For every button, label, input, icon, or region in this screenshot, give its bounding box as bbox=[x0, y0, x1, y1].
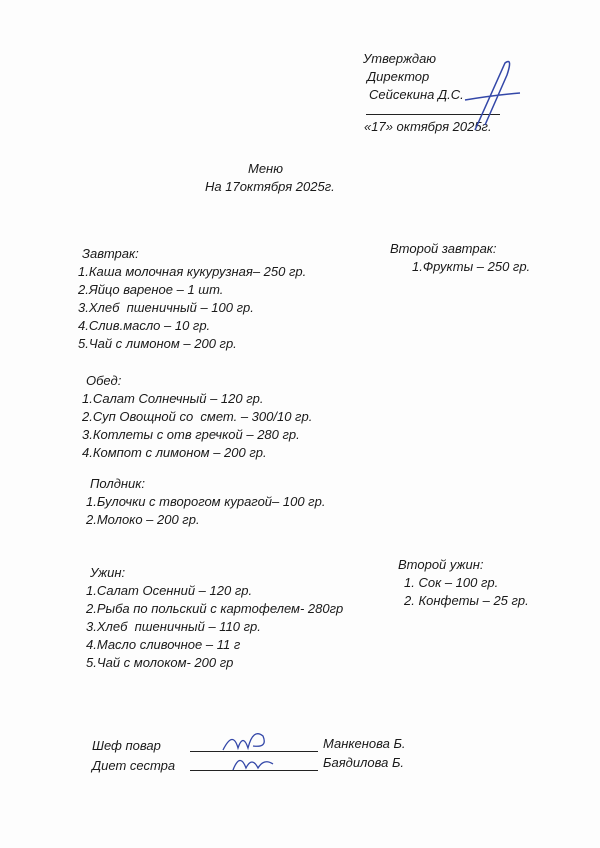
dinner-heading: Ужин: bbox=[90, 565, 126, 580]
list-item: 3.Котлеты с отв гречкой – 280 гр. bbox=[82, 427, 300, 442]
subtitle: На 17октября 2025г. bbox=[205, 179, 335, 194]
list-item: 5.Чай с лимоном – 200 гр. bbox=[78, 336, 237, 351]
approval-position: Директор bbox=[367, 69, 430, 84]
approval-date: «17» октября 2025г. bbox=[364, 119, 492, 134]
list-item: 2. Конфеты – 25 гр. bbox=[404, 593, 529, 608]
dinner-section bbox=[86, 564, 344, 672]
list-item: 1.Салат Солнечный – 120 гр. bbox=[82, 391, 264, 406]
list-item: 1.Салат Осенний – 120 гр. bbox=[86, 583, 253, 598]
list-item: 4.Масло сливочное – 11 г bbox=[86, 637, 241, 652]
chef-name: Манкенова Б. bbox=[323, 736, 406, 751]
lunch-heading: Обед: bbox=[86, 373, 122, 388]
list-item: 1.Каша молочная кукурузная– 250 гр. bbox=[78, 264, 307, 279]
dietitian-signature bbox=[228, 750, 278, 776]
list-item: 4.Слив.масло – 10 гр. bbox=[78, 318, 211, 333]
list-item: 2.Рыба по польский с картофелем- 280гр bbox=[86, 601, 344, 616]
breakfast-section bbox=[78, 245, 307, 353]
list-item: 1.Фрукты – 250 гр. bbox=[412, 259, 531, 274]
list-item: 2.Яйцо вареное – 1 шт. bbox=[78, 282, 224, 297]
list-item: 3.Хлеб пшеничный – 110 гр. bbox=[86, 619, 261, 634]
second-breakfast-heading: Второй завтрак: bbox=[390, 241, 497, 256]
list-item: 2.Суп Овощной со смет. – 300/10 гр. bbox=[82, 409, 313, 424]
list-item: 5.Чай с молоком- 200 гр bbox=[86, 655, 234, 670]
second-breakfast-section bbox=[390, 240, 530, 276]
chef-role: Шеф повар bbox=[92, 738, 161, 753]
snack-heading: Полдник: bbox=[90, 476, 146, 491]
dietitian-name: Баядилова Б. bbox=[323, 755, 405, 770]
list-item: 4.Компот с лимоном – 200 гр. bbox=[82, 445, 267, 460]
second-dinner-section bbox=[398, 556, 529, 610]
second-dinner-heading: Второй ужин: bbox=[398, 557, 484, 572]
lunch-section bbox=[82, 372, 313, 462]
title: Меню bbox=[248, 161, 283, 176]
list-item: 1.Булочки с творогом курагой– 100 гр. bbox=[86, 494, 326, 509]
approval-name: Сейсекина Д.С. bbox=[369, 87, 464, 102]
director-signature bbox=[455, 55, 525, 135]
list-item: 2.Молоко – 200 гр. bbox=[86, 512, 200, 527]
approval-line: Утверждаю bbox=[363, 51, 437, 66]
dietitian-role: Диет сестра bbox=[92, 758, 176, 773]
list-item: 1. Сок – 100 гр. bbox=[404, 575, 499, 590]
breakfast-heading: Завтрак: bbox=[82, 246, 139, 261]
snack-section bbox=[86, 475, 326, 529]
list-item: 3.Хлеб пшеничный – 100 гр. bbox=[78, 300, 254, 315]
